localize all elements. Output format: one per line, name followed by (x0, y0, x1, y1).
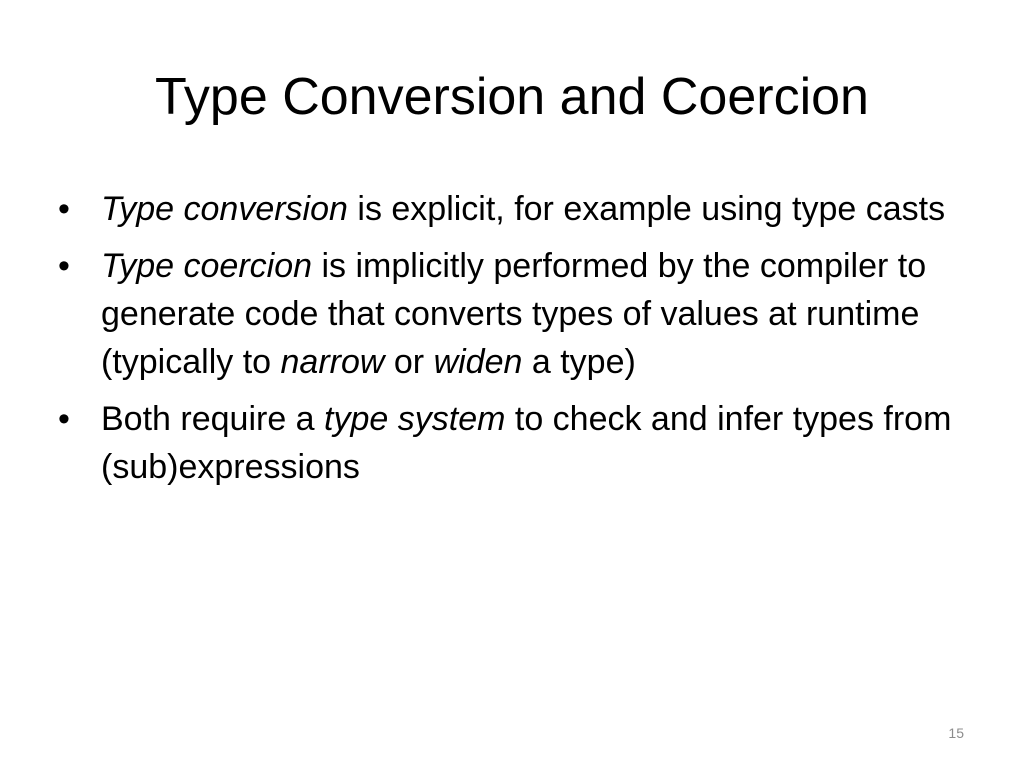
bullet-text: or (384, 343, 434, 381)
bullet-text-italic: type system (324, 400, 506, 438)
bullet-text: Both require a (101, 400, 325, 438)
bullet-text: to check and infer types from (sub)expressions (101, 400, 952, 486)
bullet-item (58, 242, 968, 386)
bullet-text: a type) (522, 343, 636, 381)
bullet-text-italic: narrow (280, 343, 385, 381)
bullet-item (58, 185, 968, 233)
bullet-text-italic: widen (433, 343, 523, 381)
bullet-list (58, 185, 968, 500)
slide-title: Type Conversion and Coercion (155, 68, 869, 126)
bullet-text: is explicit, for example using type casts (347, 190, 946, 228)
bullet-text-italic: Type coercion (101, 247, 313, 285)
bullet-item (58, 395, 968, 491)
page-number: 15 (948, 725, 964, 741)
bullet-icon: • (58, 247, 70, 285)
bullet-text: is implicitly performed by the compiler to generate code that converts types of values at runtime (typically to (101, 247, 927, 381)
bullet-text-italic: Type conversion (101, 190, 348, 228)
bullet-icon: • (58, 400, 70, 438)
bullet-icon: • (58, 190, 70, 228)
